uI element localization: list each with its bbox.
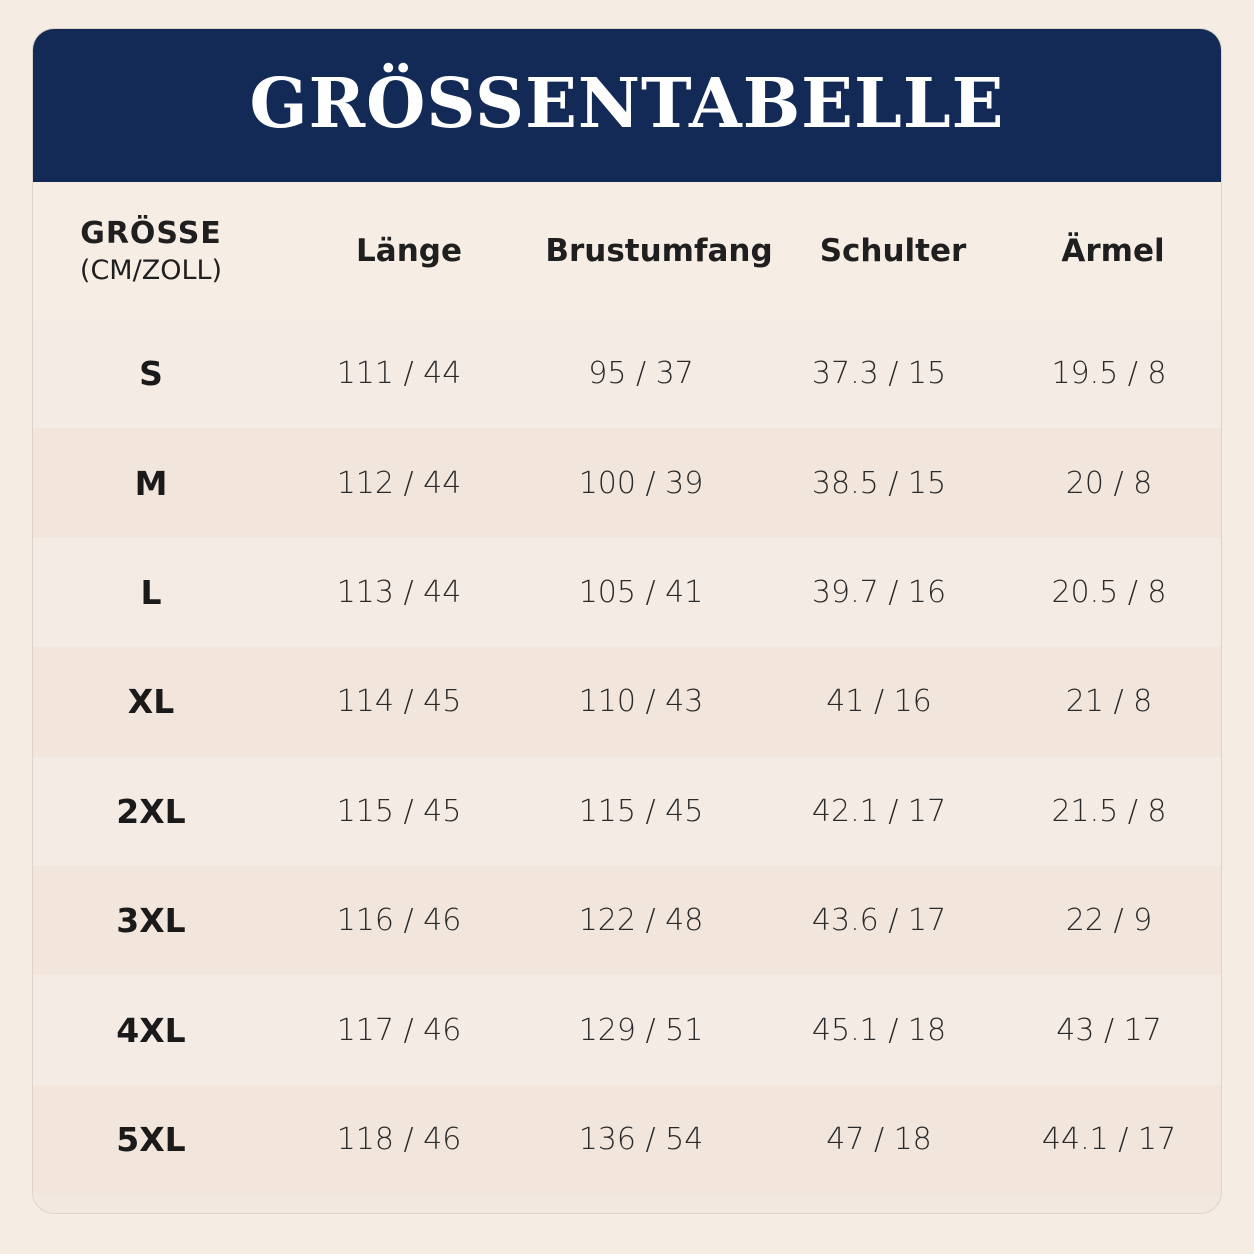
cell-length: 111 / 44 [336,356,462,392]
cell-length: 112 / 44 [336,465,462,501]
cell-chest: 95 / 37 [588,356,694,392]
cell-sleeve: 21 / 8 [1065,684,1153,720]
table-row [33,866,1221,975]
header-chest-label: Brustumfang [545,232,773,269]
cell-length: 113 / 44 [336,574,462,610]
header-length [289,182,529,319]
cell-sleeve: 21.5 / 8 [1051,793,1167,829]
header-size [33,182,269,319]
cell-shoulder: 39.7 / 16 [811,574,947,610]
cell-shoulder: 45.1 / 18 [811,1012,947,1048]
cell-size: L [140,572,162,612]
header-size-label: GRÖSSE [80,215,222,251]
cell-chest: 129 / 51 [578,1012,704,1048]
cell-sleeve: 19.5 / 8 [1051,356,1167,392]
table-row [33,647,1221,756]
cell-size: M [134,463,168,503]
cell-chest: 100 / 39 [578,465,704,501]
cell-shoulder: 42.1 / 17 [811,793,947,829]
cell-shoulder: 41 / 16 [826,684,932,720]
cell-chest: 110 / 43 [578,684,704,720]
cell-size: 2XL [116,791,186,831]
cell-sleeve: 44.1 / 17 [1041,1121,1177,1157]
cell-sleeve: 22 / 9 [1065,903,1153,939]
cell-length: 117 / 46 [336,1012,462,1048]
cell-length: 114 / 45 [336,684,462,720]
size-chart-card [32,28,1222,1214]
table-body [33,319,1221,1194]
cell-chest: 122 / 48 [578,903,704,939]
header-chest [539,182,779,319]
cell-size: 5XL [116,1119,186,1159]
cell-sleeve: 43 / 17 [1056,1012,1162,1048]
header-shoulder [773,182,1013,319]
table-row [33,757,1221,866]
cell-length: 118 / 46 [336,1121,462,1157]
cell-chest: 105 / 41 [578,574,704,610]
cell-length: 115 / 45 [336,793,462,829]
cell-size: 3XL [116,901,186,941]
header-sleeve [993,182,1222,319]
cell-length: 116 / 46 [336,903,462,939]
title-bar [33,29,1221,182]
page-title: GRÖSSENTABELLE [249,63,1005,144]
table-row [33,975,1221,1084]
header-length-label: Länge [356,232,462,269]
cell-size: XL [127,682,175,722]
cell-sleeve: 20.5 / 8 [1051,574,1167,610]
cell-shoulder: 38.5 / 15 [811,465,947,501]
cell-shoulder: 37.3 / 15 [811,356,947,392]
header-sleeve-label: Ärmel [1061,232,1165,269]
cell-chest: 136 / 54 [578,1121,704,1157]
table-header [33,182,1221,319]
header-shoulder-label: Schulter [819,232,967,269]
cell-shoulder: 43.6 / 17 [811,903,947,939]
cell-sleeve: 20 / 8 [1065,465,1153,501]
cell-size: S [139,354,163,394]
table-row [33,538,1221,647]
table-row [33,319,1221,428]
cell-chest: 115 / 45 [578,793,704,829]
header-size-unit: (CM/ZOLL) [79,254,223,286]
cell-size: 4XL [116,1010,186,1050]
table-row [33,1085,1221,1194]
cell-shoulder: 47 / 18 [826,1121,932,1157]
table-row [33,428,1221,537]
